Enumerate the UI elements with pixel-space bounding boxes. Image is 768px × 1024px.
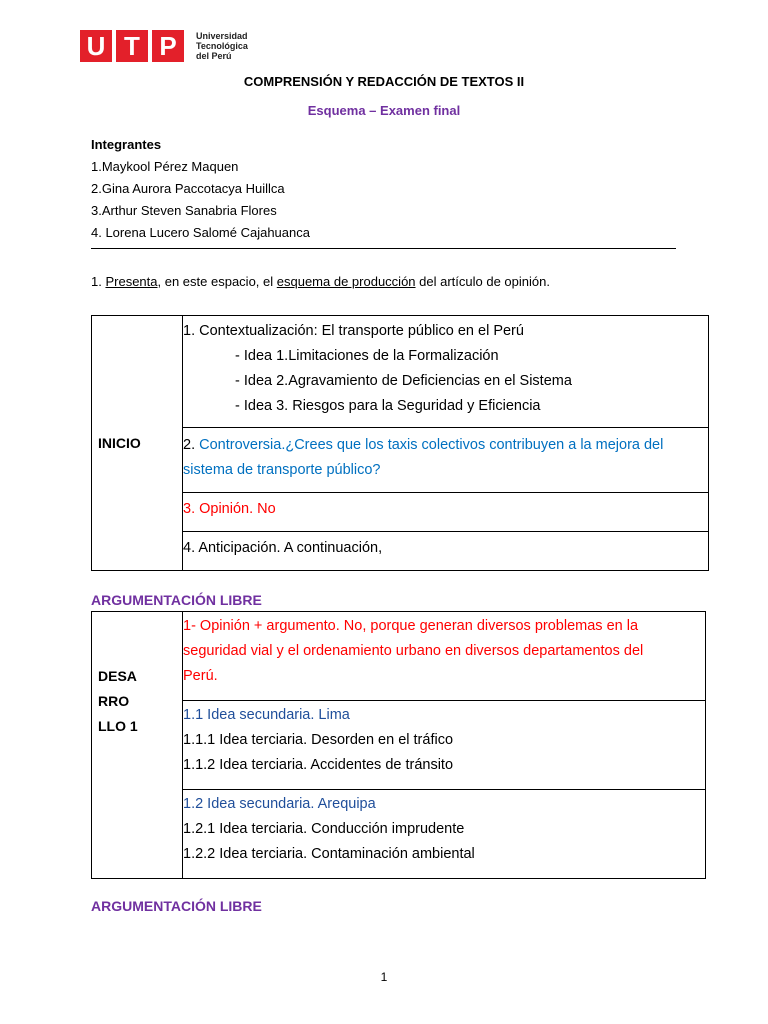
- opinion-text: 3. Opinión. No: [183, 501, 276, 517]
- inicio-table: [91, 315, 709, 571]
- idea-item: - Idea 2.Agravamiento de Deficiencias en el Sistema: [235, 373, 572, 389]
- instruction-text-2: del artículo de opinión.: [415, 274, 550, 289]
- desarrollo-label-line: RRO: [98, 693, 130, 709]
- instruction: [91, 274, 550, 289]
- desarrollo-label-line: LLO 1: [98, 718, 138, 734]
- idea-item: - Idea 1.Limitaciones de la Formalización: [235, 348, 499, 364]
- idea-lima-cell: [183, 701, 706, 790]
- logo-letter-u: U: [80, 30, 112, 62]
- section-heading: ARGUMENTACIÓN LIBRE: [91, 898, 262, 914]
- utp-logo: [80, 30, 248, 62]
- logo-text: [196, 31, 248, 61]
- opinion-argumento-line: Perú.: [183, 668, 218, 684]
- page-number: 1: [380, 970, 388, 984]
- opinion-cell: [183, 493, 709, 532]
- controversia-number: 2.: [183, 437, 200, 453]
- logo-line-3: del Perú: [196, 51, 232, 61]
- contextualizacion-title: 1. Contextualización: El transporte público en el Perú: [183, 323, 524, 339]
- idea-terciaria: 1.2.1 Idea terciaria. Conducción imprudente: [183, 821, 465, 837]
- idea-secundaria-arequipa: 1.2 Idea secundaria. Arequipa: [183, 796, 376, 812]
- anticipacion-cell: [183, 532, 709, 571]
- desarrollo-label-line: DESA: [98, 668, 137, 684]
- desarrollo-label-cell: [92, 612, 183, 879]
- opinion-argumento-line: 1- Opinión + argumento. No, porque generan diversos problemas en la: [183, 618, 639, 634]
- idea-terciaria: 1.1.2 Idea terciaria. Accidentes de tránsito: [183, 757, 454, 773]
- opinion-argumento-line: seguridad vial y el ordenamiento urbano en diversos departamentos del: [183, 643, 644, 659]
- team-member: 4. Lorena Lucero Salomé Cajahuanca: [91, 225, 310, 240]
- controversia-line-2: sistema de transporte público?: [183, 462, 381, 478]
- contextualizacion-cell: [183, 316, 709, 428]
- inicio-label-cell: [92, 316, 183, 571]
- instruction-text-1: , en este espacio, el: [157, 274, 277, 289]
- idea-terciaria: 1.1.1 Idea terciaria. Desorden en el tráfico: [183, 732, 454, 748]
- instruction-keyword-2: esquema de producción: [276, 274, 416, 289]
- team-member: 3.Arthur Steven Sanabria Flores: [91, 203, 277, 218]
- idea-arequipa-cell: [183, 790, 706, 879]
- opinion-argumento-cell: [183, 612, 706, 701]
- document-subtitle: Esquema – Examen final: [307, 103, 461, 118]
- section-heading: ARGUMENTACIÓN LIBRE: [91, 592, 262, 608]
- instruction-number: 1.: [91, 274, 102, 289]
- idea-terciaria: 1.2.2 Idea terciaria. Contaminación ambiental: [183, 846, 475, 862]
- instruction-keyword-1: Presenta: [105, 274, 158, 289]
- controversia-line-1: Controversia.¿Crees que los taxis colectivos contribuyen a la mejora del: [199, 437, 664, 453]
- anticipacion-text: 4. Anticipación. A continuación,: [183, 540, 383, 556]
- team-member: 2.Gina Aurora Paccotacya Huillca: [91, 181, 285, 196]
- divider: [91, 248, 676, 249]
- logo-line-2: Tecnológica: [196, 41, 248, 51]
- controversia-cell: [183, 428, 709, 493]
- inicio-label: INICIO: [98, 435, 141, 451]
- team-member: 1.Maykool Pérez Maquen: [91, 159, 239, 174]
- logo-letter-t: T: [116, 30, 148, 62]
- idea-secundaria-lima: 1.1 Idea secundaria. Lima: [183, 707, 350, 723]
- logo-letter-p: P: [152, 30, 184, 62]
- document-title: COMPRENSIÓN Y REDACCIÓN DE TEXTOS II: [243, 74, 525, 89]
- desarrollo-table: [91, 611, 706, 879]
- idea-item: - Idea 3. Riesgos para la Seguridad y Eficiencia: [235, 398, 541, 414]
- logo-line-1: Universidad: [196, 31, 248, 41]
- team-heading: Integrantes: [91, 137, 162, 152]
